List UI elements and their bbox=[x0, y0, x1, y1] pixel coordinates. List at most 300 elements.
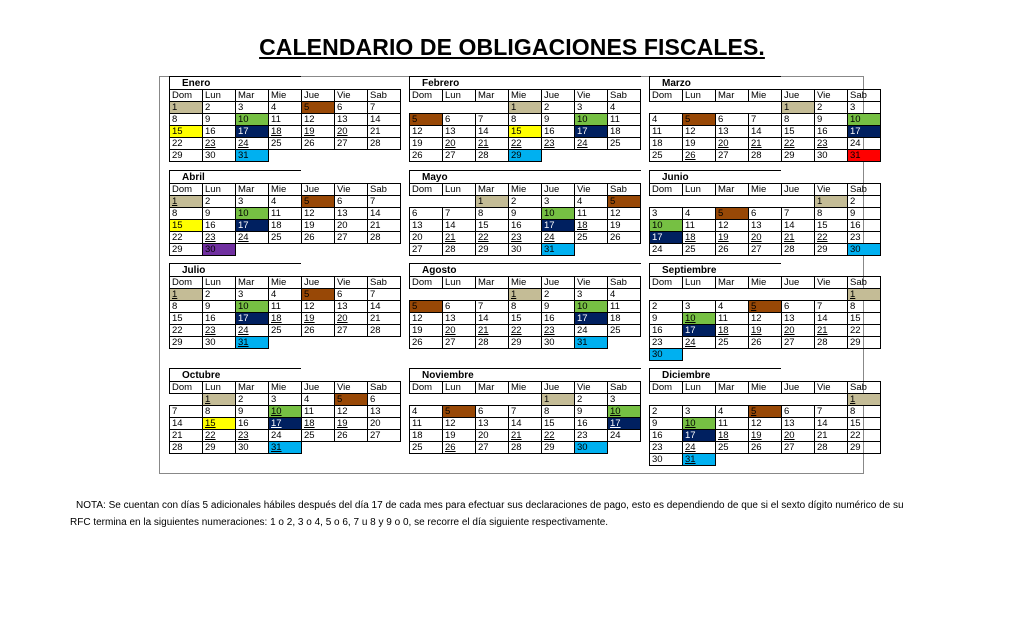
day-cell: 13 bbox=[335, 114, 368, 126]
weekday-header: Jue bbox=[782, 277, 815, 289]
day-cell: 8 bbox=[509, 114, 542, 126]
empty-cell bbox=[368, 442, 401, 454]
day-cell: 21 bbox=[368, 126, 401, 138]
day-cell: 16 bbox=[509, 220, 542, 232]
day-cell: 2 bbox=[815, 102, 848, 114]
day-cell: 7 bbox=[443, 208, 476, 220]
day-cell: 7 bbox=[476, 301, 509, 313]
day-cell: 23 bbox=[542, 138, 575, 150]
weekday-header: Sab bbox=[848, 382, 881, 394]
day-cell: 15 bbox=[170, 220, 203, 232]
week-row bbox=[170, 196, 401, 208]
day-cell: 9 bbox=[509, 208, 542, 220]
day-cell: 24 bbox=[848, 138, 881, 150]
week-row bbox=[170, 418, 401, 430]
day-cell: 27 bbox=[782, 337, 815, 349]
empty-cell bbox=[269, 337, 302, 349]
empty-cell bbox=[815, 349, 848, 361]
day-cell: 4 bbox=[302, 394, 335, 406]
day-cell: 28 bbox=[368, 325, 401, 337]
month-name: Diciembre bbox=[649, 368, 781, 381]
day-cell: 21 bbox=[476, 138, 509, 150]
day-cell: 3 bbox=[575, 289, 608, 301]
day-cell: 2 bbox=[848, 196, 881, 208]
day-cell: 26 bbox=[749, 337, 782, 349]
day-cell: 22 bbox=[782, 138, 815, 150]
day-cell: 4 bbox=[269, 102, 302, 114]
weekday-header: Mie bbox=[749, 90, 782, 102]
month-table bbox=[169, 183, 401, 256]
day-cell: 12 bbox=[335, 406, 368, 418]
week-row bbox=[410, 430, 641, 442]
day-cell: 21 bbox=[509, 430, 542, 442]
day-cell: 1 bbox=[848, 289, 881, 301]
day-cell: 10 bbox=[848, 114, 881, 126]
day-cell: 19 bbox=[302, 220, 335, 232]
weekday-header: Sab bbox=[848, 90, 881, 102]
day-cell: 1 bbox=[542, 394, 575, 406]
day-cell: 9 bbox=[575, 406, 608, 418]
empty-cell bbox=[650, 289, 683, 301]
day-cell: 6 bbox=[443, 301, 476, 313]
day-cell: 21 bbox=[368, 313, 401, 325]
day-cell: 15 bbox=[509, 313, 542, 325]
day-cell: 1 bbox=[509, 102, 542, 114]
empty-cell bbox=[716, 289, 749, 301]
empty-cell bbox=[335, 244, 368, 256]
day-cell: 10 bbox=[683, 313, 716, 325]
day-cell: 23 bbox=[509, 232, 542, 244]
day-cell: 17 bbox=[542, 220, 575, 232]
weekday-header: Vie bbox=[815, 90, 848, 102]
day-cell: 7 bbox=[170, 406, 203, 418]
month-junio bbox=[649, 170, 882, 256]
day-cell: 30 bbox=[848, 244, 881, 256]
week-row bbox=[410, 406, 641, 418]
day-cell: 31 bbox=[236, 150, 269, 162]
weekday-header: Mar bbox=[476, 382, 509, 394]
day-cell: 27 bbox=[410, 244, 443, 256]
day-cell: 16 bbox=[203, 220, 236, 232]
weekday-header: Sab bbox=[608, 277, 641, 289]
day-cell: 8 bbox=[170, 208, 203, 220]
weekday-header-row bbox=[650, 277, 881, 289]
day-cell: 15 bbox=[509, 126, 542, 138]
day-cell: 20 bbox=[335, 126, 368, 138]
day-cell: 18 bbox=[410, 430, 443, 442]
day-cell: 22 bbox=[815, 232, 848, 244]
weekday-header-row bbox=[410, 277, 641, 289]
day-cell: 17 bbox=[269, 418, 302, 430]
weekday-header: Vie bbox=[575, 277, 608, 289]
day-cell: 15 bbox=[170, 313, 203, 325]
day-cell: 13 bbox=[335, 301, 368, 313]
day-cell: 1 bbox=[848, 394, 881, 406]
day-cell: 12 bbox=[302, 114, 335, 126]
day-cell: 22 bbox=[848, 430, 881, 442]
day-cell: 21 bbox=[815, 325, 848, 337]
day-cell: 26 bbox=[302, 232, 335, 244]
day-cell: 19 bbox=[608, 220, 641, 232]
day-cell: 4 bbox=[575, 196, 608, 208]
month-name: Junio bbox=[649, 170, 781, 183]
day-cell: 2 bbox=[203, 289, 236, 301]
day-cell: 18 bbox=[608, 126, 641, 138]
day-cell: 8 bbox=[509, 301, 542, 313]
weekday-header: Dom bbox=[410, 382, 443, 394]
day-cell: 1 bbox=[509, 289, 542, 301]
weekday-header: Vie bbox=[815, 382, 848, 394]
weekday-header: Vie bbox=[335, 90, 368, 102]
weekday-header: Lun bbox=[443, 90, 476, 102]
day-cell: 10 bbox=[575, 301, 608, 313]
day-cell: 8 bbox=[542, 406, 575, 418]
empty-cell bbox=[749, 349, 782, 361]
day-cell: 6 bbox=[782, 406, 815, 418]
week-row bbox=[410, 394, 641, 406]
day-cell: 27 bbox=[368, 430, 401, 442]
day-cell: 19 bbox=[749, 430, 782, 442]
day-cell: 17 bbox=[848, 126, 881, 138]
weekday-header-row bbox=[170, 382, 401, 394]
empty-cell bbox=[170, 394, 203, 406]
day-cell: 19 bbox=[335, 418, 368, 430]
day-cell: 13 bbox=[335, 208, 368, 220]
day-cell: 21 bbox=[749, 138, 782, 150]
weekday-header: Mar bbox=[716, 382, 749, 394]
week-row bbox=[410, 196, 641, 208]
day-cell: 28 bbox=[443, 244, 476, 256]
day-cell: 12 bbox=[716, 220, 749, 232]
weekday-header: Mie bbox=[269, 90, 302, 102]
day-cell: 18 bbox=[269, 220, 302, 232]
day-cell: 14 bbox=[368, 114, 401, 126]
day-cell: 21 bbox=[443, 232, 476, 244]
weekday-header: Sab bbox=[368, 184, 401, 196]
day-cell: 16 bbox=[542, 313, 575, 325]
week-row bbox=[170, 126, 401, 138]
day-cell: 4 bbox=[716, 406, 749, 418]
day-cell: 6 bbox=[335, 289, 368, 301]
day-cell: 14 bbox=[749, 126, 782, 138]
day-cell: 26 bbox=[716, 244, 749, 256]
empty-cell bbox=[815, 394, 848, 406]
week-row bbox=[170, 406, 401, 418]
month-name: Julio bbox=[169, 263, 301, 276]
weekday-header: Jue bbox=[302, 90, 335, 102]
day-cell: 10 bbox=[542, 208, 575, 220]
week-row bbox=[650, 114, 881, 126]
week-row bbox=[170, 301, 401, 313]
day-cell: 25 bbox=[650, 150, 683, 162]
day-cell: 22 bbox=[542, 430, 575, 442]
day-cell: 5 bbox=[443, 406, 476, 418]
day-cell: 10 bbox=[236, 114, 269, 126]
month-table bbox=[169, 381, 401, 454]
day-cell: 7 bbox=[815, 406, 848, 418]
day-cell: 21 bbox=[782, 232, 815, 244]
day-cell: 25 bbox=[269, 232, 302, 244]
day-cell: 16 bbox=[236, 418, 269, 430]
week-row bbox=[650, 325, 881, 337]
weekday-header: Mie bbox=[509, 184, 542, 196]
weekday-header: Mie bbox=[269, 277, 302, 289]
weekday-header: Jue bbox=[302, 184, 335, 196]
day-cell: 11 bbox=[716, 313, 749, 325]
day-cell: 17 bbox=[236, 313, 269, 325]
empty-cell bbox=[335, 337, 368, 349]
weekday-header: Mie bbox=[749, 184, 782, 196]
month-table bbox=[649, 183, 881, 256]
day-cell: 6 bbox=[749, 208, 782, 220]
empty-cell bbox=[302, 337, 335, 349]
week-row bbox=[410, 102, 641, 114]
day-cell: 15 bbox=[476, 220, 509, 232]
day-cell: 8 bbox=[782, 114, 815, 126]
empty-cell bbox=[716, 196, 749, 208]
month-table bbox=[169, 89, 401, 162]
day-cell: 28 bbox=[749, 150, 782, 162]
weekday-header: Sab bbox=[368, 277, 401, 289]
day-cell: 4 bbox=[269, 289, 302, 301]
week-row bbox=[650, 150, 881, 162]
empty-cell bbox=[848, 349, 881, 361]
empty-cell bbox=[749, 454, 782, 466]
empty-cell bbox=[683, 196, 716, 208]
day-cell: 29 bbox=[170, 337, 203, 349]
day-cell: 6 bbox=[410, 208, 443, 220]
empty-cell bbox=[368, 244, 401, 256]
week-row bbox=[650, 196, 881, 208]
day-cell: 24 bbox=[608, 430, 641, 442]
day-cell: 11 bbox=[683, 220, 716, 232]
day-cell: 16 bbox=[203, 313, 236, 325]
week-row bbox=[410, 138, 641, 150]
month-table bbox=[409, 276, 641, 349]
day-cell: 17 bbox=[575, 313, 608, 325]
empty-cell bbox=[815, 454, 848, 466]
month-noviembre bbox=[409, 368, 642, 454]
month-table bbox=[649, 89, 881, 162]
day-cell: 22 bbox=[203, 430, 236, 442]
day-cell: 9 bbox=[650, 313, 683, 325]
month-enero bbox=[169, 76, 402, 162]
weekday-header: Sab bbox=[608, 382, 641, 394]
weekday-header: Mar bbox=[236, 277, 269, 289]
day-cell: 13 bbox=[443, 126, 476, 138]
weekday-header: Mie bbox=[749, 382, 782, 394]
month-name: Agosto bbox=[409, 263, 641, 276]
day-cell: 11 bbox=[716, 418, 749, 430]
weekday-header: Dom bbox=[410, 90, 443, 102]
day-cell: 26 bbox=[410, 337, 443, 349]
day-cell: 4 bbox=[650, 114, 683, 126]
day-cell: 8 bbox=[203, 406, 236, 418]
day-cell: 19 bbox=[443, 430, 476, 442]
day-cell: 19 bbox=[749, 325, 782, 337]
weekday-header: Jue bbox=[302, 277, 335, 289]
weekday-header: Dom bbox=[170, 184, 203, 196]
week-row bbox=[410, 220, 641, 232]
weekday-header: Sab bbox=[848, 277, 881, 289]
empty-cell bbox=[476, 289, 509, 301]
weekday-header-row bbox=[410, 382, 641, 394]
weekday-header: Lun bbox=[443, 277, 476, 289]
weekday-header: Dom bbox=[650, 382, 683, 394]
day-cell: 25 bbox=[410, 442, 443, 454]
day-cell: 6 bbox=[782, 301, 815, 313]
empty-cell bbox=[782, 454, 815, 466]
day-cell: 9 bbox=[203, 114, 236, 126]
day-cell: 10 bbox=[236, 208, 269, 220]
day-cell: 25 bbox=[302, 430, 335, 442]
week-row bbox=[410, 114, 641, 126]
weekday-header: Lun bbox=[683, 90, 716, 102]
day-cell: 11 bbox=[608, 301, 641, 313]
week-row bbox=[650, 313, 881, 325]
week-row bbox=[410, 337, 641, 349]
empty-cell bbox=[575, 244, 608, 256]
weekday-header: Dom bbox=[170, 277, 203, 289]
day-cell: 13 bbox=[782, 313, 815, 325]
day-cell: 18 bbox=[575, 220, 608, 232]
week-row bbox=[650, 454, 881, 466]
day-cell: 2 bbox=[542, 289, 575, 301]
day-cell: 27 bbox=[443, 337, 476, 349]
day-cell: 2 bbox=[203, 196, 236, 208]
day-cell: 29 bbox=[848, 442, 881, 454]
weekday-header: Jue bbox=[302, 382, 335, 394]
day-cell: 18 bbox=[683, 232, 716, 244]
empty-cell bbox=[848, 454, 881, 466]
day-cell: 9 bbox=[848, 208, 881, 220]
week-row bbox=[170, 442, 401, 454]
day-cell: 27 bbox=[782, 442, 815, 454]
day-cell: 22 bbox=[170, 232, 203, 244]
day-cell: 22 bbox=[476, 232, 509, 244]
day-cell: 20 bbox=[782, 325, 815, 337]
day-cell: 2 bbox=[542, 102, 575, 114]
weekday-header-row bbox=[650, 382, 881, 394]
day-cell: 22 bbox=[170, 138, 203, 150]
week-row bbox=[170, 313, 401, 325]
day-cell: 27 bbox=[335, 232, 368, 244]
day-cell: 29 bbox=[542, 442, 575, 454]
day-cell: 28 bbox=[782, 244, 815, 256]
day-cell: 15 bbox=[848, 313, 881, 325]
empty-cell bbox=[716, 102, 749, 114]
day-cell: 18 bbox=[716, 430, 749, 442]
empty-cell bbox=[782, 289, 815, 301]
day-cell: 14 bbox=[476, 126, 509, 138]
day-cell: 7 bbox=[749, 114, 782, 126]
day-cell: 15 bbox=[542, 418, 575, 430]
week-row bbox=[410, 150, 641, 162]
day-cell: 5 bbox=[335, 394, 368, 406]
month-mayo bbox=[409, 170, 642, 256]
weekday-header: Lun bbox=[203, 277, 236, 289]
day-cell: 26 bbox=[302, 138, 335, 150]
weekday-header: Vie bbox=[815, 184, 848, 196]
day-cell: 7 bbox=[509, 406, 542, 418]
day-cell: 11 bbox=[269, 208, 302, 220]
month-name: Mayo bbox=[409, 170, 641, 183]
week-row bbox=[170, 114, 401, 126]
day-cell: 28 bbox=[815, 442, 848, 454]
day-cell: 25 bbox=[269, 138, 302, 150]
empty-cell bbox=[575, 150, 608, 162]
day-cell: 25 bbox=[716, 442, 749, 454]
empty-cell bbox=[302, 150, 335, 162]
empty-cell bbox=[368, 150, 401, 162]
day-cell: 5 bbox=[302, 289, 335, 301]
month-septiembre bbox=[649, 263, 882, 361]
empty-cell bbox=[302, 442, 335, 454]
weekday-header: Lun bbox=[203, 184, 236, 196]
day-cell: 23 bbox=[203, 325, 236, 337]
day-cell: 23 bbox=[815, 138, 848, 150]
day-cell: 12 bbox=[410, 313, 443, 325]
week-row bbox=[410, 289, 641, 301]
empty-cell bbox=[716, 454, 749, 466]
weekday-header-row bbox=[170, 184, 401, 196]
day-cell: 16 bbox=[203, 126, 236, 138]
empty-cell bbox=[683, 289, 716, 301]
day-cell: 23 bbox=[575, 430, 608, 442]
day-cell: 16 bbox=[650, 325, 683, 337]
weekday-header: Jue bbox=[542, 277, 575, 289]
weekday-header: Mie bbox=[749, 277, 782, 289]
day-cell: 20 bbox=[476, 430, 509, 442]
day-cell: 20 bbox=[443, 325, 476, 337]
day-cell: 12 bbox=[608, 208, 641, 220]
day-cell: 2 bbox=[575, 394, 608, 406]
day-cell: 27 bbox=[335, 325, 368, 337]
day-cell: 19 bbox=[683, 138, 716, 150]
day-cell: 17 bbox=[236, 220, 269, 232]
day-cell: 27 bbox=[443, 150, 476, 162]
weekday-header: Lun bbox=[443, 184, 476, 196]
day-cell: 29 bbox=[509, 337, 542, 349]
day-cell: 27 bbox=[749, 244, 782, 256]
day-cell: 4 bbox=[269, 196, 302, 208]
day-cell: 31 bbox=[236, 337, 269, 349]
week-row bbox=[170, 394, 401, 406]
day-cell: 16 bbox=[650, 430, 683, 442]
day-cell: 28 bbox=[368, 138, 401, 150]
day-cell: 19 bbox=[410, 325, 443, 337]
day-cell: 10 bbox=[608, 406, 641, 418]
day-cell: 26 bbox=[335, 430, 368, 442]
day-cell: 17 bbox=[683, 430, 716, 442]
weekday-header: Mar bbox=[476, 90, 509, 102]
empty-cell bbox=[749, 102, 782, 114]
day-cell: 3 bbox=[236, 102, 269, 114]
day-cell: 30 bbox=[650, 454, 683, 466]
weekday-header-row bbox=[170, 277, 401, 289]
day-cell: 12 bbox=[302, 208, 335, 220]
day-cell: 9 bbox=[650, 418, 683, 430]
empty-cell bbox=[335, 442, 368, 454]
week-row bbox=[650, 442, 881, 454]
month-marzo bbox=[649, 76, 882, 162]
weekday-header: Lun bbox=[203, 382, 236, 394]
day-cell: 31 bbox=[575, 337, 608, 349]
day-cell: 7 bbox=[782, 208, 815, 220]
empty-cell bbox=[815, 289, 848, 301]
day-cell: 8 bbox=[815, 208, 848, 220]
weekday-header: Jue bbox=[542, 90, 575, 102]
